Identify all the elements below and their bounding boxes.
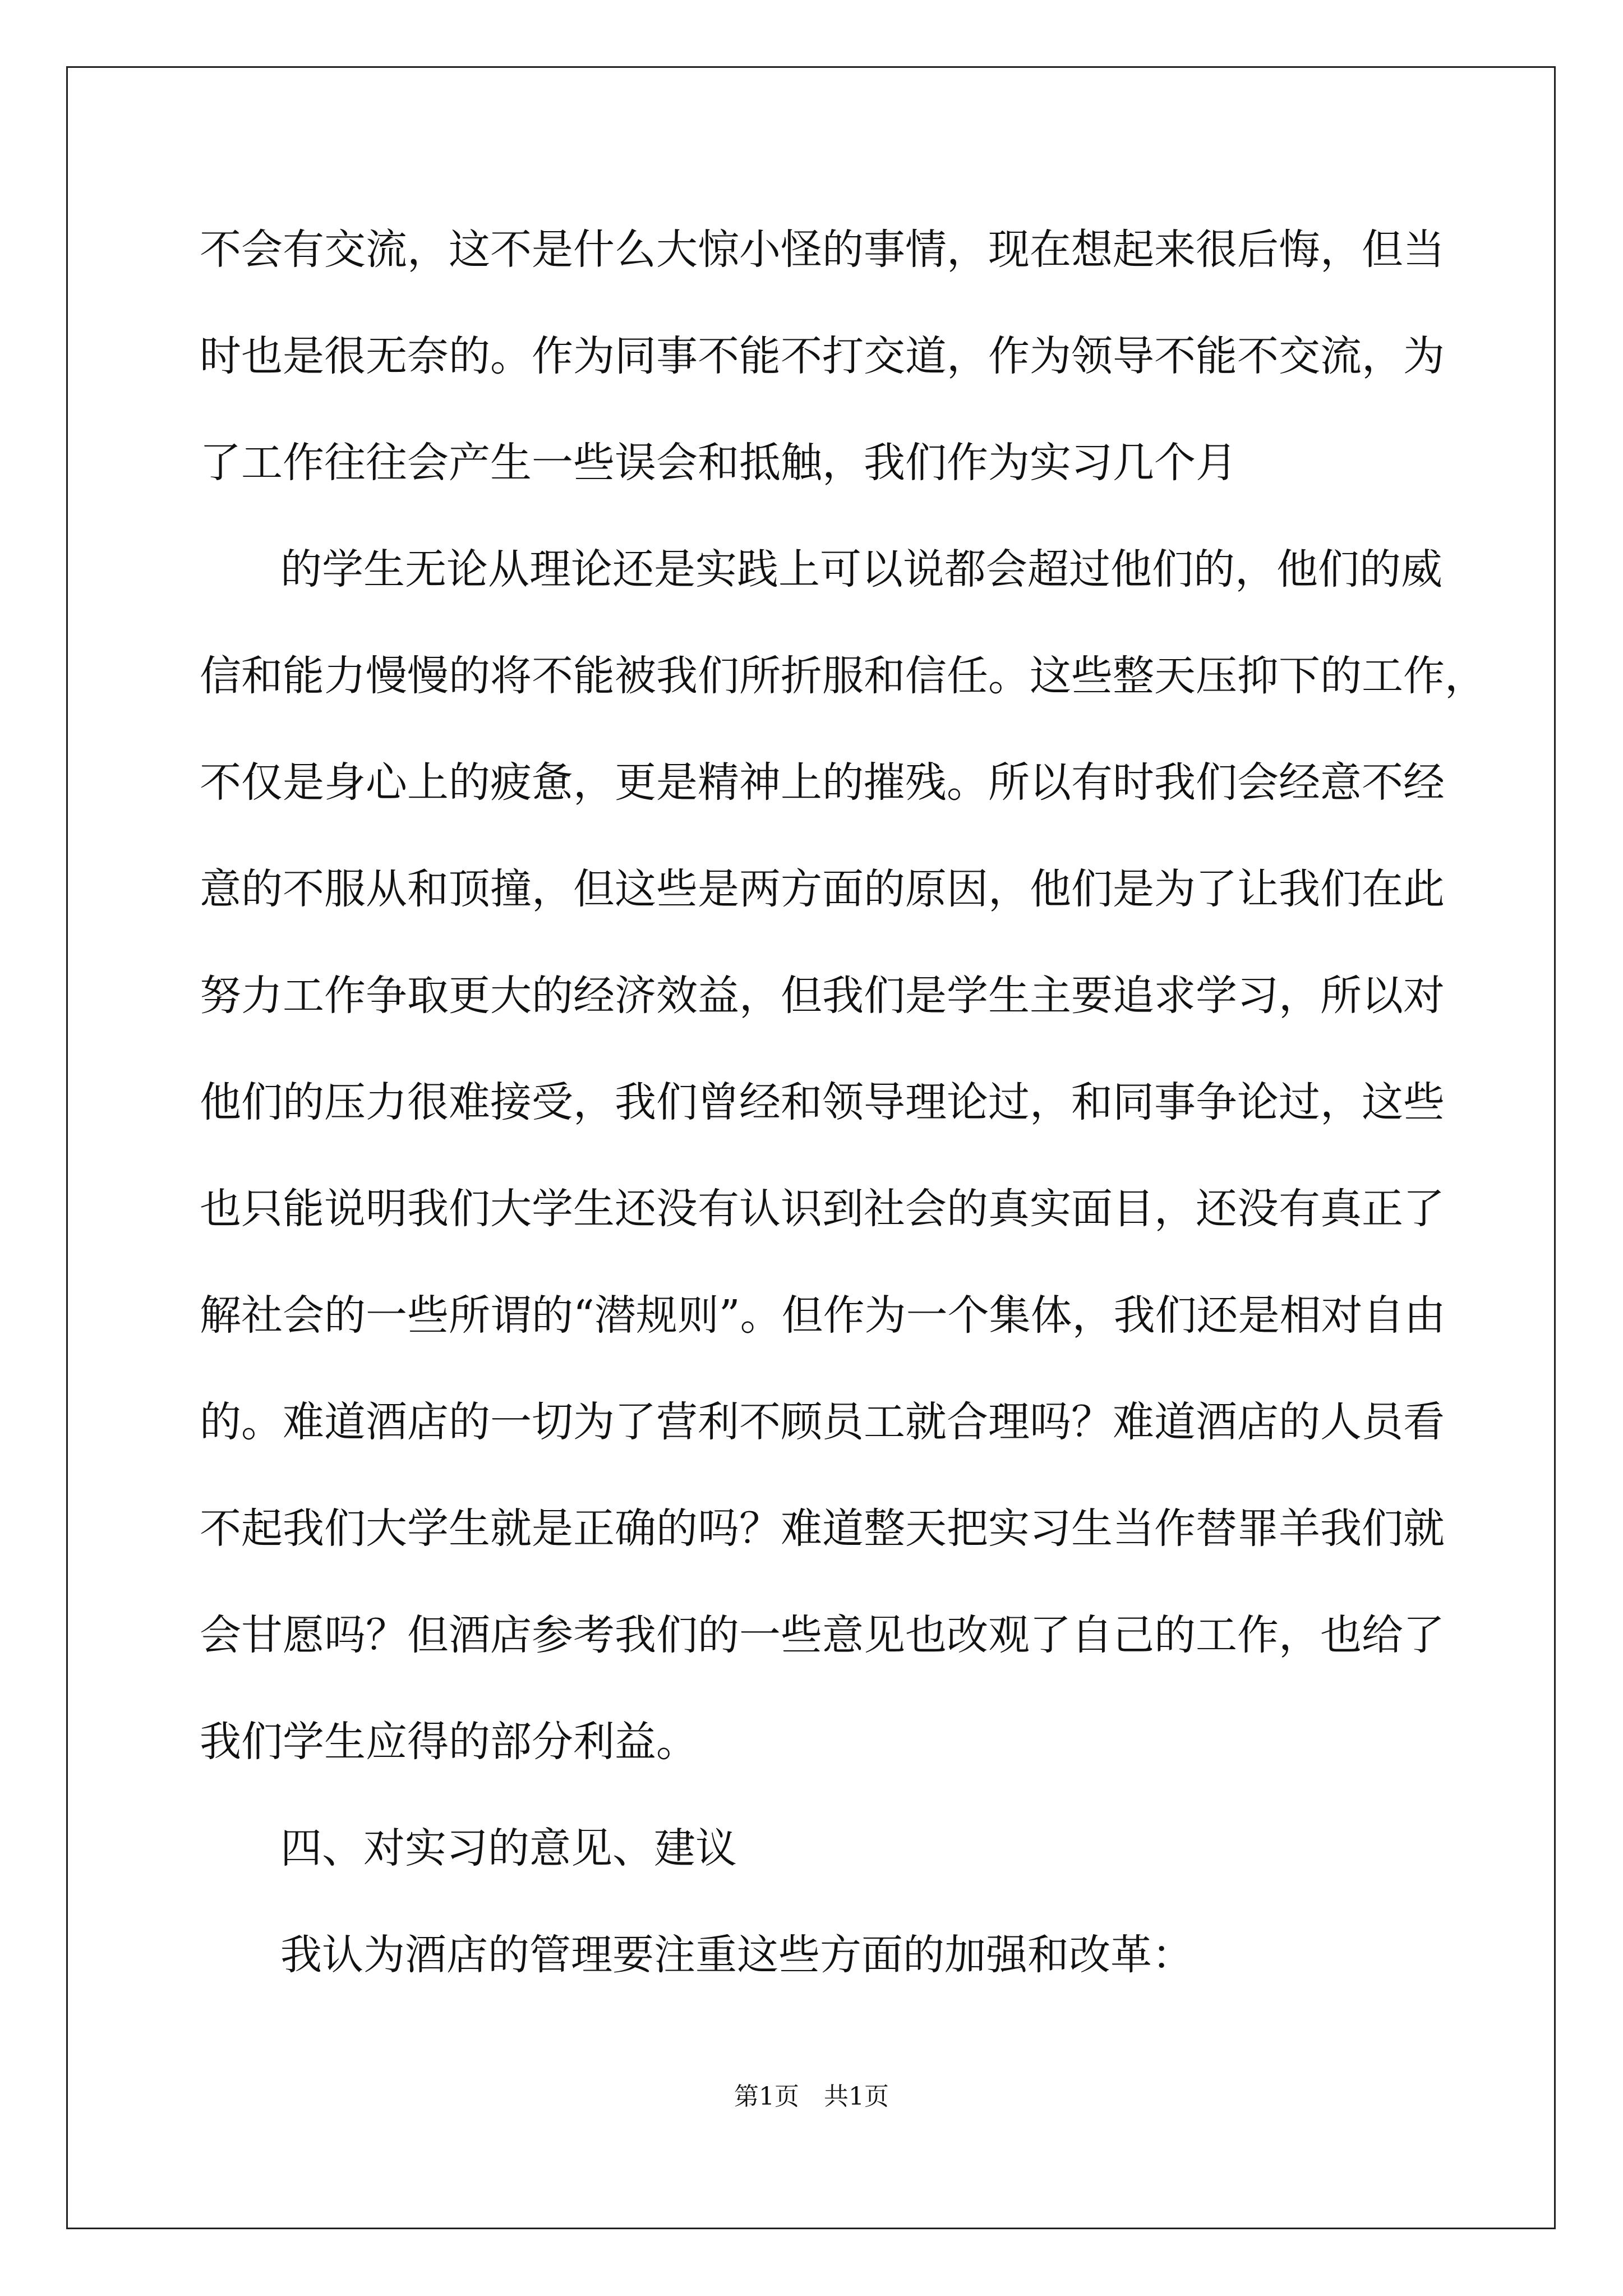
page-border — [66, 66, 1556, 2229]
body-line-1: 不会有交流，这不是什么大惊小怪的事情，现在想起来很后悔，但当 — [200, 226, 1445, 274]
body-line-15: 我们学生应得的部分利益。 — [200, 1718, 698, 1766]
body-line-4: 的学生无论从理论还是实践上可以说都会超过他们的，他们的威 — [280, 545, 1442, 593]
body-line-2: 时也是很无奈的。作为同事不能不打交道，作为领导不能不交流，为 — [200, 332, 1445, 380]
page-footer: 第1页 共1页 — [734, 2082, 889, 2111]
body-line-7: 意的不服从和顶撞，但这些是两方面的原因，他们是为了让我们在此 — [200, 865, 1445, 913]
body-line-8: 努力工作争取更大的经济效益，但我们是学生主要追求学习，所以对 — [200, 972, 1445, 1020]
body-line-14: 会甘愿吗？但酒店参考我们的一些意见也改观了自己的工作，也给了 — [200, 1611, 1445, 1659]
body-line-12: 的。难道酒店的一切为了营利不顾员工就合理吗？难道酒店的人员看 — [200, 1398, 1445, 1446]
body-line-10: 也只能说明我们大学生还没有认识到社会的真实面目，还没有真正了 — [200, 1185, 1445, 1233]
body-line-11: 解社会的一些所谓的“潜规则”。但作为一个集体，我们还是相对自由 — [200, 1291, 1446, 1340]
body-line-3: 了工作往往会产生一些误会和抵触，我们作为实习几个月 — [200, 439, 1237, 487]
body-line-6: 不仅是身心上的疲惫，更是精神上的摧残。所以有时我们会经意不经 — [200, 758, 1445, 807]
body-line-9: 他们的压力很难接受，我们曾经和领导理论过，和同事争论过，这些 — [200, 1078, 1445, 1126]
body-line-5: 信和能力慢慢的将不能被我们所折服和信任。这些整天压抑下的工作， — [200, 652, 1486, 700]
body-line-17: 我认为酒店的管理要注重这些方面的加强和改革： — [280, 1931, 1193, 1979]
section-heading: 四、对实习的意见、建议 — [280, 1824, 737, 1872]
body-line-13: 不起我们大学生就是正确的吗？难道整天把实习生当作替罪羊我们就 — [200, 1504, 1445, 1553]
